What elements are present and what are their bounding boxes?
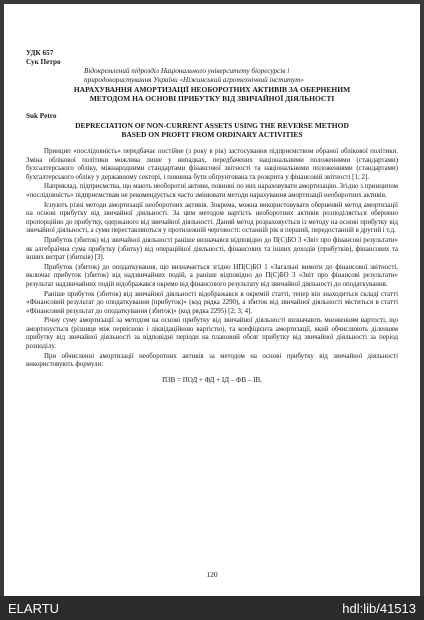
body-paragraph: Принцип «послідовність» передбачає постійне (з року в рік) застосування підприємством обраної облікової політики. Зміна облікової політики можлива лише у випадках, передбачених національними положеннями (стандартами) бухгалтерського обліку, міжнародними стандартами фінансової звітності та національними положеннями (стандартами) бухгалтерського обліку у державному секторі, і повинна бути обґрунтована та розкрита у фінансовій звітності [1; 2]. xyxy=(26,148,398,181)
document-page xyxy=(4,4,420,596)
body-paragraph: Раніше прибуток (збиток) від звичайної діяльності відображався в окремій статті, тепер він знаходиться складі статті «Фінансовий результат до оподаткування (прибуток)» (код рядка 2290), а збиток від звичайної діяльності міститься в статті «Фінансовий результат до оподаткування (збиток)» (код рядка 2295) [2; 3; 4]. xyxy=(26,290,398,315)
udc-code: УДК 657 xyxy=(26,49,54,57)
affiliation-line: природокористування України «Ніжинський агротехнічний інститут» xyxy=(84,76,305,84)
affiliation xyxy=(26,67,398,85)
body-paragraph: Існують різні методи амортизації необоротних активів. Зокрема, можна використовувати обернений метод амортизації на основі прибутку від звичайної діяльності. За цим методом вартість необоротних активів розподіляється обернено пропорційно до прибутку, одержаного від звичайної діяльності. Даний метод розраховується із методу на основі прибутку від звичайної діяльності, а суми переставляються у протилежній черговості: останній рік в перший, передостанній в другий і т.д. xyxy=(26,201,398,235)
body-paragraph: Прибуток (збиток) від звичайної діяльності раніше визначався відповідно до П(С)БО 3 «Звіт про фінансові результати» як алгебраїчна сума прибутку (збитку) від операційної діяльності, фінансових та інших доходів (прибутків), фінансових та інших витрат (збитків) [3]. xyxy=(26,236,398,262)
handle-link[interactable]: hdl:lib/41513 xyxy=(342,601,416,616)
author-name-ua: Сук Петро xyxy=(26,58,61,66)
repository-footer xyxy=(0,596,424,620)
formula: ПЗВ = ПОД + ФД + ІД – ФВ – ІВ, xyxy=(162,375,262,384)
body-paragraph: Наприклад, підприємства, що мають необоротні активи, повинні по них нараховувати амортизацію. Згідно з принципом «послідовність» підприємствам не рекомендується часто змінювати методи нарахування амортизації необоротних активів. xyxy=(26,183,398,199)
repository-name: ELARTU xyxy=(8,601,60,616)
title-ua-line: МЕТОДОМ НА ОСНОВІ ПРИБУТКУ ВІД ЗВИЧАЙНОЇ ДІЯЛЬНОСТІ xyxy=(89,94,335,103)
title-en-line: DEPRECIATION OF NON-CURRENT ASSETS USING THE REVERSE METHOD xyxy=(75,121,349,130)
body-paragraph: Прибуток (збиток) до оподаткування, що визначається згідно НП(С)БО 1 «Загальні вимоги до фінансової звітності, включає прибуток (збиток) від надзвичайних подій, а раніше відповідно до П(С)БО 3 «Звіт про фінансові результати» результат надзвичайних подій відображався окремо від фінансового результату від звичайної діяльності до оподаткування. xyxy=(26,263,398,288)
title-ua-line: НАРАХУВАННЯ АМОРТИЗАЦІЇ НЕОБОРОТНИХ АКТИВІВ ЗА ОБЕРНЕНИМ xyxy=(73,85,351,94)
body-paragraph: При обчисленні амортизації необоротних активів за методом на основі прибутку від звичайної діяльності використовують формули: xyxy=(26,352,398,369)
body-paragraph: Річну суму амортизації за методом на основі прибутку від звичайної діяльності визначають множенням вартості, що амортизується (різниця між первісною і ліквідаційною вартістю), та коефіцієнта амортизації, який обчислюють діленням прибутку від звичайної діяльності за відповідні періоди на плановий обсяг прибутку від звичайної діяльності за період розподілу. xyxy=(26,317,398,351)
affiliation-line: Відокремлений підрозділ Національного університету біоресурсів і xyxy=(84,67,290,75)
article-content xyxy=(26,49,398,391)
author-name-en: Suk Petro xyxy=(26,112,57,120)
title-en-line: BASED ON PROFIT FROM ORDINARY ACTIVITIES xyxy=(121,130,303,139)
page-number: 120 xyxy=(206,570,218,579)
